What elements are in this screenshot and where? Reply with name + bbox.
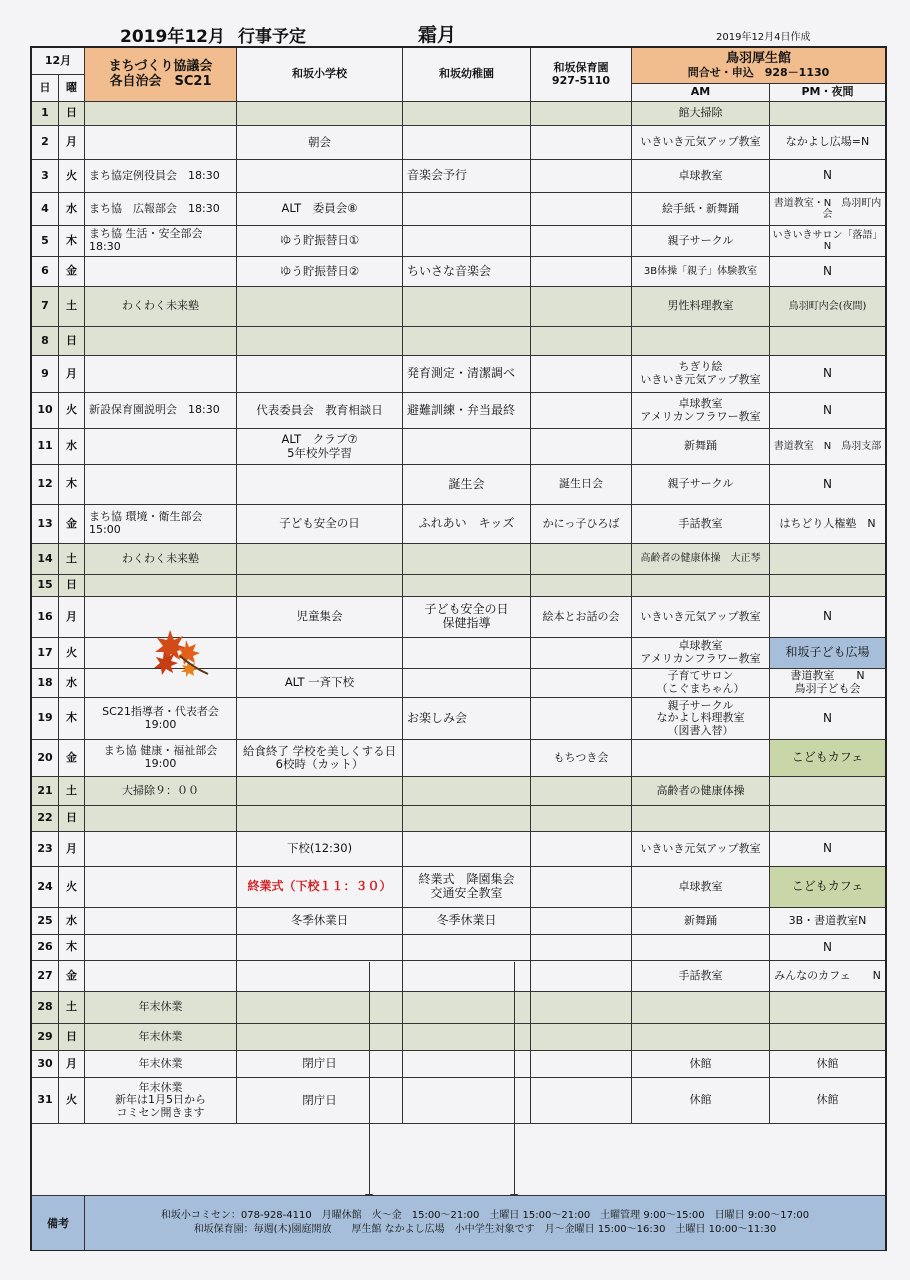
day-cell: 24 <box>32 867 59 907</box>
dow-cell: 土 <box>59 992 85 1023</box>
day-cell: 17 <box>32 638 59 668</box>
pm-cell: 書道教室 N 鳥羽子ども会 <box>790 669 865 695</box>
machi-cell: まち協 健康・福祉部会 19:00 <box>85 740 237 776</box>
nursery-cell <box>531 992 632 1023</box>
pm-cell: 書道教室・N 鳥羽町内会 <box>773 197 882 220</box>
nursery-cell <box>531 867 632 907</box>
am-cell: いきいき元気アップ教室 <box>632 832 770 866</box>
table-row <box>32 698 885 740</box>
table-row <box>32 505 885 544</box>
table-row <box>32 806 885 832</box>
machi-cell <box>85 935 237 960</box>
machi-cell <box>85 257 237 286</box>
am-cell <box>632 327 770 355</box>
table-row <box>32 740 885 777</box>
nursery-cell <box>531 160 632 192</box>
pm-cell: N <box>823 168 832 183</box>
school-cell: ゆう貯振替日② <box>237 257 403 286</box>
kinder-cell: 子ども安全の日 保健指導 <box>403 597 531 637</box>
dow-cell: 土 <box>59 544 85 574</box>
pm-cell: 書道教室 N 鳥羽支部 <box>773 440 882 452</box>
notes-text <box>85 1196 885 1250</box>
am-cell: 親子サークル <box>632 465 770 504</box>
am-cell: 3B体操「親子」体験教室 <box>632 257 770 286</box>
kinder-break-arrow <box>514 962 515 1200</box>
school-cell: ゆう貯振替日① <box>237 226 403 256</box>
dow-cell: 火 <box>59 1078 85 1123</box>
am-cell <box>632 1024 770 1050</box>
am-cell: 男性料理教室 <box>632 287 770 326</box>
dow-cell: 水 <box>59 908 85 934</box>
day-cell: 16 <box>32 597 59 637</box>
pm-cell: こどもカフェ <box>770 867 885 907</box>
nursery-cell <box>531 832 632 866</box>
nursery-cell <box>531 638 632 668</box>
am-cell: ちぎり絵 いきいき元気アップ教室 <box>632 356 770 392</box>
kinder-cell: お楽しみ会 <box>403 698 531 739</box>
table-row <box>32 226 885 257</box>
table-row <box>32 1024 885 1051</box>
am-cell: 館大掃除 <box>632 102 770 125</box>
dow-cell: 火 <box>59 160 85 192</box>
nursery-cell <box>531 1078 632 1123</box>
table-row <box>32 1051 885 1078</box>
am-cell: いきいき元気アップ教室 <box>632 597 770 637</box>
day-cell: 25 <box>32 908 59 934</box>
school-cell: 代表委員会 教育相談日 <box>237 393 403 428</box>
school-cell <box>237 992 403 1023</box>
table-row <box>32 429 885 465</box>
machi-cell <box>85 356 237 392</box>
school-cell: 冬季休業日 <box>237 908 403 934</box>
school-cell <box>237 935 403 960</box>
kinder-cell <box>403 544 531 574</box>
am-cell: 新舞踊 <box>632 908 770 934</box>
machi-cell <box>85 429 237 464</box>
nursery-cell <box>531 126 632 159</box>
day-cell: 2 <box>32 126 59 159</box>
nursery-cell <box>531 193 632 225</box>
dow-cell: 日 <box>59 327 85 355</box>
dow-cell: 火 <box>59 867 85 907</box>
pm-cell: N <box>823 476 832 491</box>
kinder-cell <box>403 287 531 326</box>
machi-cell: まち協 生活・安全部会 18:30 <box>85 226 237 256</box>
kinder-cell <box>403 777 531 805</box>
table-row <box>32 393 885 429</box>
dow-header: 曜 <box>59 75 85 101</box>
notes-line-2: 和坂保育園：毎週(木)園庭開放 厚生館 なかよし広場 小中学生対象です 月～金曜日 15:00～16:30 土曜日 10:00～11:30 <box>193 1224 777 1235</box>
dow-cell: 火 <box>59 638 85 668</box>
am-cell: 卓球教室 アメリカンフラワー教室 <box>632 638 770 668</box>
am-cell: 新舞踊 <box>632 429 770 464</box>
pm-cell: 3B・書道教室N <box>788 913 867 927</box>
table-row <box>32 160 885 193</box>
kinder-cell <box>403 638 531 668</box>
day-cell: 6 <box>32 257 59 286</box>
table-row <box>32 1078 885 1124</box>
pm-cell <box>770 327 885 355</box>
dow-cell: 水 <box>59 429 85 464</box>
table-row <box>32 544 885 575</box>
am-cell: 卓球教室 <box>632 160 770 192</box>
nursery-cell: 絵本とお話の会 <box>531 597 632 637</box>
school-cell: ALT 一斉下校 <box>237 669 403 697</box>
kinder-cell <box>403 961 531 991</box>
nursery-header: 和坂保育園 927-5110 <box>531 48 632 101</box>
am-cell: 親子サークル なかよし料理教室 （図書入替） <box>632 698 770 739</box>
dow-cell: 金 <box>59 740 85 776</box>
machi-cell <box>85 867 237 907</box>
kinder-cell: 冬季休業日 <box>403 908 531 934</box>
dow-cell: 土 <box>59 777 85 805</box>
day-cell: 31 <box>32 1078 59 1123</box>
autumn-maple-leaves-icon <box>150 622 216 682</box>
kinder-cell <box>403 806 531 831</box>
dow-cell: 水 <box>59 669 85 697</box>
pm-cell: N <box>823 263 832 278</box>
table-row <box>32 102 885 126</box>
kinder-cell: ふれあい キッズ <box>403 505 531 543</box>
kousei-header <box>632 48 885 84</box>
table-row <box>32 257 885 287</box>
dow-cell: 木 <box>59 698 85 739</box>
am-cell: いきいき元気アップ教室 <box>632 126 770 159</box>
nursery-cell <box>531 356 632 392</box>
nursery-cell <box>531 1024 632 1050</box>
pm-cell: 鳥羽町内会(夜間) <box>788 300 867 312</box>
am-cell <box>632 806 770 831</box>
kinder-cell <box>403 327 531 355</box>
kinder-cell <box>403 1024 531 1050</box>
nursery-cell <box>531 908 632 934</box>
machi-cell <box>85 575 237 596</box>
kinder-cell <box>403 740 531 776</box>
table-row <box>32 908 885 935</box>
kinder-cell <box>403 193 531 225</box>
kousei-contact: 問合せ・申込 928－1130 <box>687 65 830 79</box>
nursery-cell <box>531 257 632 286</box>
am-cell: 高齢者の健康体操 大正琴 <box>632 544 770 574</box>
day-cell: 5 <box>32 226 59 256</box>
day-cell: 29 <box>32 1024 59 1050</box>
pm-cell: N <box>823 402 832 417</box>
table-row <box>32 867 885 908</box>
am-cell: 絵手紙・新舞踊 <box>632 193 770 225</box>
pm-cell <box>770 575 885 596</box>
dow-cell: 月 <box>59 832 85 866</box>
machi-cell <box>85 832 237 866</box>
day-cell: 28 <box>32 992 59 1023</box>
kinder-cell: 終業式 降園集会 交通安全教室 <box>403 867 531 907</box>
pm-cell <box>770 777 885 805</box>
month-header: 12月 <box>32 48 85 75</box>
table-row <box>32 126 885 160</box>
machi-cell <box>85 102 237 125</box>
day-cell: 22 <box>32 806 59 831</box>
pm-cell <box>770 1024 885 1050</box>
kinder-cell <box>403 429 531 464</box>
dow-cell: 木 <box>59 226 85 256</box>
school-cell <box>237 698 403 739</box>
machi-cell: わくわく未来塾 <box>85 544 237 574</box>
kinder-cell <box>403 1078 531 1123</box>
day-cell: 11 <box>32 429 59 464</box>
nursery-cell: かにっ子ひろば <box>531 505 632 543</box>
table-row <box>32 327 885 356</box>
am-cell <box>632 740 770 776</box>
dow-cell: 日 <box>59 1024 85 1050</box>
am-cell: 休館 <box>632 1051 770 1077</box>
nursery-cell <box>531 102 632 125</box>
nursery-cell <box>531 393 632 428</box>
school-cell <box>237 465 403 504</box>
day-cell: 10 <box>32 393 59 428</box>
machi-cell: SC21指導者・代表者会 19:00 <box>85 698 237 739</box>
page-title: 行事予定 <box>238 27 306 47</box>
kinder-cell <box>403 832 531 866</box>
table-row <box>32 465 885 505</box>
dow-cell: 月 <box>59 126 85 159</box>
day-cell: 19 <box>32 698 59 739</box>
traditional-month-name: 霜月 <box>418 24 457 46</box>
machi-cell <box>85 806 237 831</box>
kinder-cell: 音楽会予行 <box>403 160 531 192</box>
table-row <box>32 832 885 867</box>
created-date: 2019年12月4日作成 <box>716 32 811 43</box>
am-cell: 親子サークル <box>632 226 770 256</box>
nursery-cell <box>531 961 632 991</box>
machi-cell <box>85 465 237 504</box>
dow-cell: 金 <box>59 257 85 286</box>
machi-cell <box>85 961 237 991</box>
dow-cell: 月 <box>59 597 85 637</box>
dow-cell: 月 <box>59 1051 85 1077</box>
dow-cell: 木 <box>59 465 85 504</box>
day-cell: 9 <box>32 356 59 392</box>
am-cell: 手話教室 <box>632 505 770 543</box>
pm-cell: N <box>823 841 832 856</box>
day-cell: 8 <box>32 327 59 355</box>
school-cell: 閉庁日 <box>237 1051 403 1077</box>
kinder-cell <box>403 992 531 1023</box>
nursery-cell: もちつき会 <box>531 740 632 776</box>
am-cell <box>632 575 770 596</box>
am-cell: 休館 <box>632 1078 770 1123</box>
pm-cell: はちどり人権塾 N <box>779 516 876 530</box>
school-cell <box>237 961 403 991</box>
pm-cell: N <box>823 710 832 725</box>
kinder-cell <box>403 935 531 960</box>
day-cell: 15 <box>32 575 59 596</box>
machi-cell <box>85 327 237 355</box>
pm-cell: N <box>823 609 832 624</box>
nursery-cell <box>531 698 632 739</box>
pm-cell: 和坂子ども広場 <box>770 638 885 668</box>
nursery-cell <box>531 575 632 596</box>
machi-cell: まち協定例役員会 18:30 <box>85 160 237 192</box>
kousei-title: 鳥羽厚生館 <box>725 50 791 66</box>
day-cell: 23 <box>32 832 59 866</box>
machi-cell: 大掃除９：００ <box>85 777 237 805</box>
machi-cell: 年末休業 新年は1月5日から コミセン開きます <box>85 1078 237 1123</box>
day-cell: 26 <box>32 935 59 960</box>
school-cell <box>237 544 403 574</box>
dow-cell: 木 <box>59 935 85 960</box>
nursery-cell <box>531 806 632 831</box>
kinder-cell <box>403 575 531 596</box>
month-title: 2019年12月 <box>120 27 225 47</box>
pm-cell: 休館 <box>816 1093 839 1107</box>
dow-cell: 金 <box>59 505 85 543</box>
am-cell: 高齢者の健康体操 <box>632 777 770 805</box>
notes-label: 備考 <box>32 1196 85 1250</box>
pm-cell: N <box>823 939 832 954</box>
school-cell: ALT クラブ⑦ 5年校外学習 <box>237 429 403 464</box>
dow-cell: 日 <box>59 806 85 831</box>
kinder-cell <box>403 669 531 697</box>
machi-cell: わくわく未来塾 <box>85 287 237 326</box>
kinder-header: 和坂幼稚園 <box>403 48 531 101</box>
machi-cell: 年末休業 <box>85 1051 237 1077</box>
day-cell: 27 <box>32 961 59 991</box>
dow-cell: 水 <box>59 193 85 225</box>
school-cell <box>237 356 403 392</box>
table-row <box>32 935 885 961</box>
notes-line-1: 和坂小コミセン：078-928-4110 月曜休館 火～金 15:00～21:00 土曜日 15:00～21:00 土曜管理 9:00～15:00 日曜日 9:00～17:00 <box>160 1209 810 1221</box>
am-cell: 卓球教室 アメリカンフラワー教室 <box>632 393 770 428</box>
machi-cell: 年末休業 <box>85 1024 237 1050</box>
day-cell: 12 <box>32 465 59 504</box>
kinder-cell: 避難訓練・弁当最終 <box>403 393 531 428</box>
school-cell <box>237 575 403 596</box>
machi-header: まちづくり協議会 各自治会 SC21 <box>85 48 237 101</box>
day-cell: 4 <box>32 193 59 225</box>
dow-cell: 金 <box>59 961 85 991</box>
day-cell: 3 <box>32 160 59 192</box>
school-cell <box>237 102 403 125</box>
table-row <box>32 356 885 393</box>
pm-header: PM・夜間 <box>801 85 854 99</box>
nursery-cell <box>531 429 632 464</box>
table-row <box>32 575 885 597</box>
am-cell: 卓球教室 <box>632 867 770 907</box>
kinder-cell: 誕生会 <box>403 465 531 504</box>
kinder-cell <box>403 1051 531 1077</box>
nursery-cell <box>531 669 632 697</box>
machi-cell: 新設保育園説明会 18:30 <box>85 393 237 428</box>
pm-cell: こどもカフェ <box>770 740 885 776</box>
table-row <box>32 777 885 806</box>
pm-cell: なかよし広場=N <box>785 135 870 149</box>
day-cell: 21 <box>32 777 59 805</box>
machi-cell: まち協 環境・衛生部会 15:00 <box>85 505 237 543</box>
kinder-cell: 発育測定・清潔調べ <box>403 356 531 392</box>
school-cell <box>237 638 403 668</box>
pm-cell: いきいきサロン「落語」 N <box>772 229 883 252</box>
table-row <box>32 961 885 992</box>
kinder-cell <box>403 126 531 159</box>
notes-section <box>32 1195 885 1250</box>
dow-cell: 日 <box>59 102 85 125</box>
schedule-table <box>30 46 887 1251</box>
nursery-cell <box>531 777 632 805</box>
table-header <box>32 48 885 102</box>
machi-cell <box>85 908 237 934</box>
school-cell: 下校(12:30) <box>237 832 403 866</box>
school-break-arrow <box>369 962 370 1200</box>
am-cell <box>632 935 770 960</box>
kinder-cell: ちいさな音楽会 <box>403 257 531 286</box>
am-cell: 手話教室 <box>632 961 770 991</box>
day-cell: 30 <box>32 1051 59 1077</box>
table-row <box>32 287 885 327</box>
pm-cell: 休館 <box>816 1056 839 1070</box>
am-cell <box>632 992 770 1023</box>
kinder-cell <box>403 226 531 256</box>
school-cell: 朝会 <box>237 126 403 159</box>
pm-cell <box>770 544 885 574</box>
school-cell <box>237 777 403 805</box>
school-header: 和坂小学校 <box>237 48 403 101</box>
day-cell: 14 <box>32 544 59 574</box>
pm-cell <box>770 806 885 831</box>
nursery-cell <box>531 327 632 355</box>
nursery-cell <box>531 287 632 326</box>
machi-cell: まち協 広報部会 18:30 <box>85 193 237 225</box>
school-cell <box>237 806 403 831</box>
school-cell: 児童集会 <box>237 597 403 637</box>
pm-cell: N <box>823 366 832 381</box>
day-cell: 7 <box>32 287 59 326</box>
am-cell: 子育てサロン （こぐまちゃん） <box>632 669 770 697</box>
day-cell: 18 <box>32 669 59 697</box>
pm-cell <box>770 102 885 125</box>
school-cell: 子ども安全の日 <box>237 505 403 543</box>
kinder-cell <box>403 102 531 125</box>
table-row <box>32 992 885 1024</box>
nursery-cell <box>531 544 632 574</box>
pm-cell: みんなのカフェ N <box>774 968 881 982</box>
nursery-cell <box>531 1051 632 1077</box>
school-cell <box>237 287 403 326</box>
school-cell <box>237 327 403 355</box>
machi-cell <box>85 126 237 159</box>
nursery-cell <box>531 935 632 960</box>
school-cell: ALT 委員会⑧ <box>237 193 403 225</box>
am-header: AM <box>632 84 770 101</box>
day-header: 日 <box>32 75 59 101</box>
nursery-cell: 誕生日会 <box>531 465 632 504</box>
school-cell <box>237 160 403 192</box>
day-cell: 20 <box>32 740 59 776</box>
school-cell <box>237 1024 403 1050</box>
day-cell: 13 <box>32 505 59 543</box>
dow-cell: 火 <box>59 393 85 428</box>
school-cell: 給食終了 学校を美しくする日 6校時（カット） <box>237 740 403 776</box>
machi-cell: 年末休業 <box>85 992 237 1023</box>
dow-cell: 土 <box>59 287 85 326</box>
school-cell: 終業式（下校１１：３０） <box>237 867 403 907</box>
pm-cell <box>770 992 885 1023</box>
dow-cell: 日 <box>59 575 85 596</box>
day-cell: 1 <box>32 102 59 125</box>
table-row <box>32 193 885 226</box>
dow-cell: 月 <box>59 356 85 392</box>
nursery-cell <box>531 226 632 256</box>
school-cell: 閉庁日 <box>237 1078 403 1123</box>
